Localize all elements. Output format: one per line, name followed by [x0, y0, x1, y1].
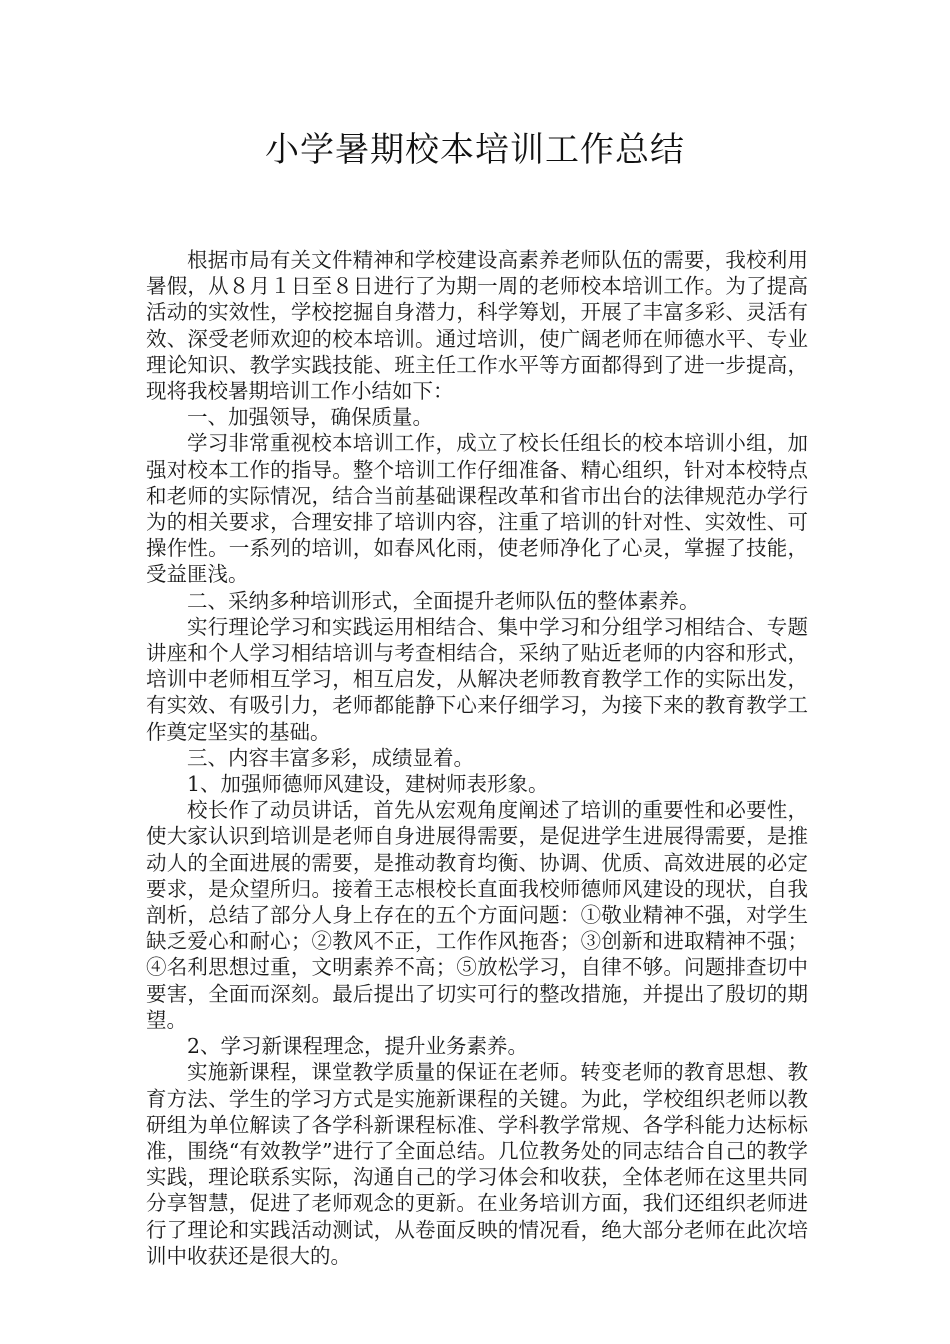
paragraph-3-2: 实施新课程，课堂教学质量的保证在老师。转变老师的教育思想、教育方法、学生的学习方式是实施新课程的关键。为此，学校组织老师以教研组为单位解读了各学科新课程标准、学科教学常规、各学科能力达标标准，围绕“有效教学”进行了全面总结。几位教务处的同志结合自己的教学实践，理论联系实际，沟通自己的学习体会和收获，全体老师在这里共同分享智慧，促进了老师观念的更新。在业务培训方面，我们还组织老师进行了理论和实践活动测试，从卷面反映的情况看，绝大部分老师在此次培训中收获还是很大的。	[146, 1060, 808, 1268]
heading-section-2: 二、采纳多种培训形式，全面提升老师队伍的整体素养。	[187, 588, 700, 613]
paragraph-intro: 根据市局有关文件精神和学校建设高素养老师队伍的需要，我校利用暑假，从８月１日至８日进行了为期一周的老师校本培训工作。为了提高活动的实效性，学校挖掘自身潜力，科学筹划，开展了丰富多彩、灵活有效、深受老师欢迎的校本培训。通过培训，使广阔老师在师德水平、专业理论知识、教学实践技能、班主任工作水平等方面都得到了进一步提高，现将我校暑期培训工作小结如下：	[146, 248, 808, 404]
subheading-3-1: 1、加强师德师风建设，建树师表形象。	[187, 772, 549, 797]
paragraph-section-1: 学习非常重视校本培训工作，成立了校长任组长的校本培训小组，加强对校本工作的指导。整个培训工作仔细准备、精心组织，针对本校特点和老师的实际情况，结合当前基础课程改革和省市出台的法律规范办学行为的相关要求，合理安排了培训内容，注重了培训的针对性、实效性、可操作性。一系列的培训，如春风化雨，使老师净化了心灵，掌握了技能，受益匪浅。	[146, 431, 808, 587]
paragraph-3-1: 校长作了动员讲话，首先从宏观角度阐述了培训的重要性和必要性，使大家认识到培训是老师自身进展得需要，是促进学生进展得需要，是推动人的全面进展的需要，是推动教育均衡、协调、优质、高效进展的必定要求，是众望所归。接着王志根校长直面我校师德师风建设的现状，自我剖析，总结了部分人身上存在的五个方面问题：①敬业精神不强，对学生缺乏爱心和耐心；②教风不正，工作作风拖沓；③创新和进取精神不强；④名利思想过重，文明素养不高；⑤放松学习，自律不够。问题排查切中要害，全面而深刻。最后提出了切实可行的整改措施，并提出了殷切的期望。	[146, 798, 808, 1032]
paragraph-section-2: 实行理论学习和实践运用相结合、集中学习和分组学习相结合、专题讲座和个人学习相结培训与考查相结合，采纳了贴近老师的内容和形式，培训中老师相互学习，相互启发，从解决老师教育教学工作的实际出发，有实效、有吸引力，老师都能静下心来仔细学习，为接下来的教育教学工作奠定坚实的基础。	[146, 614, 808, 744]
document-title: 小学暑期校本培训工作总结	[265, 130, 685, 170]
heading-section-1: 一、加强领导，确保质量。	[187, 405, 433, 430]
document-body	[146, 247, 808, 1269]
subheading-3-2: 2、学习新课程理念，提升业务素养。	[187, 1034, 529, 1059]
heading-section-3: 三、内容丰富多彩，成绩显着。	[187, 745, 474, 770]
